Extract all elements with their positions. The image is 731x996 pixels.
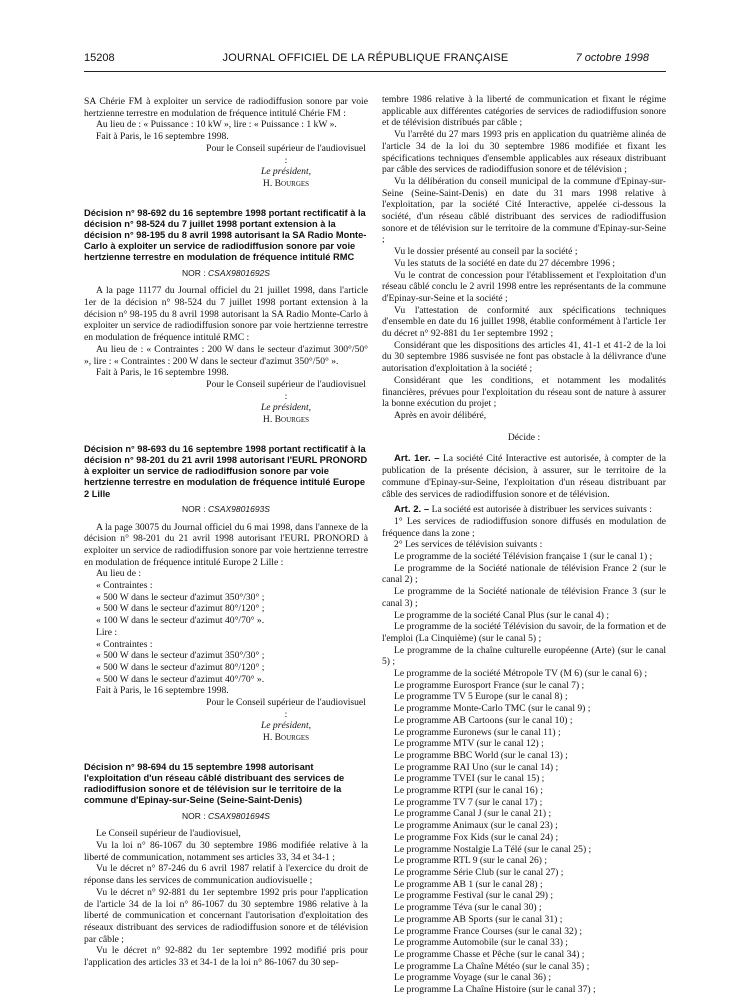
programme-item: Le programme de la chaîne culturelle européenne (Arte) (sur le canal 5) ; [382, 644, 666, 668]
nor-label: NOR : [182, 503, 206, 514]
right-p1: Vu l'arrêté du 27 mars 1993 pris en application du quatrième alinéa de l'article 34 de la loi du 30 septembre 1986 modifiée et fixant les spécifications techniques d'ensemble applicables aux réseaux distribuant par câble des services de radiodiffusion sonore et de télévision ; [382, 129, 666, 176]
constraint-line: « Contraintes : [96, 638, 153, 650]
article-2-label: Art. 2. – [394, 504, 430, 516]
right-p5: Vu le contrat de concession pour l'établissement et l'exploitation d'un réseau câblé conclu le 2 avril 1998 entre les représentants de la commune d'Epinay-sur-Seine et la société ; [382, 269, 666, 304]
decision-694-p1: Le Conseil supérieur de l'audiovisuel, [96, 828, 241, 840]
article-1-label: Art. 1er. – [394, 453, 440, 465]
decision-693-date: Fait à Paris, le 16 septembre 1998. [96, 685, 229, 697]
decision-694-p5: Vu le décret n° 92-882 du 1er septembre 1992 modifié pris pour l'application des articles 33 et 34-1 de la loi n° 86-1067 du 30 sep- [84, 945, 368, 969]
constraint-line: « 500 W dans le secteur d'azimut 80°/120° ; [96, 603, 265, 615]
lire-label: Lire : [96, 626, 118, 638]
intro-date: Fait à Paris, le 16 septembre 1998. [96, 131, 229, 143]
programme-item: Le programme de la société Canal Plus (sur le canal 4) ; [394, 609, 609, 621]
decision-692-correction: Au lieu de : « Contraintes : 200 W dans le secteur d'azimut 300°/50° », lire : « Contraintes : 200 W dans le secteur d'azimut 350°/50° ». [84, 343, 368, 367]
decision-692-date: Fait à Paris, le 16 septembre 1998. [96, 367, 229, 379]
right-p7: Considérant que les dispositions des articles 41, 41-1 et 41-2 de la loi du 30 septembre 1986 susvisée ne font pas obstacle à la délivrance d'une autorisation d'exploitation à la société ; [382, 339, 666, 375]
programme-item: Le programme Automobile (sur le canal 33) ; [394, 937, 568, 949]
programme-item: Le programme TVEI (sur le canal 15) ; [394, 773, 545, 785]
programme-item: Le programme de la société Télévision française 1 (sur le canal 1) ; [394, 551, 653, 563]
programme-item: Le programme Animaux (sur le canal 23) ; [394, 820, 558, 832]
page-number: 15208 [84, 52, 115, 64]
programme-item: Le programme de la Société nationale de télévision France 2 (sur le canal 2) ; [382, 562, 666, 586]
left-column [84, 96, 368, 969]
right-p8: Considérant que les conditions, et notamment les modalités financières, prévues pour l'exploitation du réseau sont de nature à assurer la bonne exécution du projet ; [382, 374, 666, 410]
decision-693-body: A la page 30075 du Journal officiel du 6 mai 1998, dans l'annexe de la décision n° 98-201 du 21 avril 1998 autorisant l'EURL PRONORD à exploiter un service de radiodiffusion sonore par voie hertzienne terrestre en modulation de fréquence intitulé Europe 2 Lille : [84, 521, 368, 568]
signature-line: Pour le Conseil supérieur de l'audiovisuel : [206, 697, 366, 720]
programme-item: Le programme La Chaîne Météo (sur le canal 35) ; [394, 960, 590, 972]
nor-label: NOR : [182, 810, 206, 821]
item-television: 2° Les services de télévision suivants : [394, 539, 543, 551]
journal-title: JOURNAL OFFICIEL DE LA RÉPUBLIQUE FRANÇAISE [222, 52, 509, 64]
right-p6: Vu l'attestation de conformité aux spécifications techniques d'ensemble en date du 16 juillet 1998, établie conformément à l'article 1er du décret n° 92-881 du 1er septembre 1992 ; [382, 304, 666, 340]
programme-item: Le programme La Chaîne Histoire (sur le canal 37) ; [394, 984, 596, 996]
decision-693-title: Décision n° 98-693 du 16 septembre 1998 portant rectificatif à la décision n° 98-201 du 21 avril 1998 autorisant l'EURL PRONORD à exploiter un service de radiodiffusion sonore par voie hertzienne terrestre en modulation de fréquence intitulé Europe 2 Lille [84, 443, 368, 499]
right-p0: tembre 1986 relative à la liberté de communication et fixant le régime applicable aux différentes catégories de services de radiodiffusion sonore et de télévision distribués par câble ; [382, 94, 666, 129]
constraint-line: « 100 W dans le secteur d'azimut 40°/70° ». [96, 615, 265, 627]
signature-title: Le président, [260, 720, 312, 732]
programme-item: Le programme BBC World (sur le canal 13) ; [394, 749, 568, 761]
header-rule [84, 71, 666, 72]
publication-date: 7 octobre 1998 [575, 52, 649, 64]
constraint-line: « Contraintes : [96, 580, 153, 592]
nor-code: CSAX9801693S [208, 503, 270, 514]
programme-list [382, 551, 666, 996]
programme-item: Le programme RTPI (sur le canal 16) ; [394, 785, 543, 797]
constraint-line: « 500 W dans le secteur d'azimut 40°/70° ». [96, 673, 265, 685]
intro-paragraph: SA Chérie FM à exploiter un service de radiodiffusion sonore par voie hertzienne terrestre en modulation de fréquence intitulé Chérie FM : [84, 96, 368, 119]
programme-item: Le programme France Courses (sur le canal 32) ; [394, 925, 583, 937]
decision-693-nor [84, 504, 368, 516]
page-header [0, 52, 731, 72]
programme-item: Le programme de la société Métropole TV (M 6) (sur le canal 6) ; [394, 668, 647, 680]
programme-item: Le programme Monte-Carlo TMC (sur le canal 9) ; [394, 703, 591, 715]
signature-title: Le président, [260, 166, 312, 178]
programme-item: Le programme AB 1 (sur le canal 28) ; [394, 878, 543, 890]
programme-item: Le programme Série Club (sur le canal 27) ; [394, 867, 564, 878]
right-column [382, 94, 666, 996]
programme-item: Le programme de la société Télévision du savoir, de la formation et de l'emploi (La Cinquième) (sur le canal 5) ; [382, 621, 666, 644]
programme-item: Le programme Chasse et Pêche (sur le canal 34) ; [394, 948, 585, 960]
programme-item: Le programme Fox Kids (sur le canal 24) ; [394, 831, 559, 843]
decision-692-nor [84, 268, 368, 280]
programme-item: Le programme RAI Uno (sur le canal 14) ; [394, 761, 559, 773]
right-p9: Après en avoir délibéré, [394, 409, 487, 421]
programme-item: Le programme de la Société nationale de télévision France 3 (sur le canal 3) ; [382, 586, 666, 609]
decision-694-title: Décision n° 98-694 du 15 septembre 1998 autorisant l'exploitation d'un réseau câblé distribuant des services de radiodiffusion sonore et de télévision sur le territoire de la commune d'Epinay-sur-Seine (Seine-Saint-Denis) [84, 761, 345, 806]
nor-code: CSAX9801694S [208, 810, 270, 821]
programme-item: Le programme MTV (sur le canal 12) ; [394, 738, 544, 750]
programme-item: Le programme Téva (sur le canal 30) ; [394, 902, 542, 914]
item-radio: 1° Les services de radiodiffusion sonore diffusés en modulation de fréquence dans la zone ; [382, 515, 666, 539]
signature-name: H. Bourges [262, 732, 310, 744]
right-p3: Vu le dossier présenté au conseil par la société ; [394, 246, 578, 258]
article-2-text: La société est autorisée à distribuer les services suivants : [431, 504, 652, 516]
signature-name: H. Bourges [262, 177, 310, 189]
article-1-text: La société Cité Interactive est autorisée, à compter de la publication de la présente décision, à assurer, sur le territoire de la commune d'Epinay-sur-Seine, l'exploitation d'un réseau distribuant par câble des services de radiodiffusion sonore et de télévision. [382, 453, 666, 500]
decision-694-p4: Vu le décret n° 92-881 du 1er septembre 1992 pris pour l'application de l'article 34 de la loi n° 86-1067 du 30 septembre 1986 relative à la liberté de communication et concernant l'autorisation d'exploitation des réseaux distribuant des services de radiodiffusion sonore et de télévision par câble ; [84, 886, 368, 945]
signature-name: H. Bourges [262, 414, 310, 426]
decision-692-title: Décision n° 98-692 du 16 septembre 1998 portant rectificatif à la décision n° 98-524 du 7 juillet 1998 portant extension à la décision n° 98-195 du 8 avril 1998 autorisant la SA Radio Monte-Carlo à exploiter un service de radiodiffusion sonore par voie hertzienne terrestre en modulation de fréquence intitulé RMC [84, 207, 367, 263]
right-p2: Vu la délibération du conseil municipal de la commune d'Epinay-sur-Seine (Seine-Saint-Denis) en date du 31 mars 1998 relative à l'exploitation, par la société Cité Interactive, appelée ci-dessous la société, d'un réseau câblé distribuant des services de radiodiffusion sonore et de télévision sur le territoire de la commune d'Epinay-sur-Seine ; [382, 175, 666, 246]
programme-item: Le programme Euronews (sur le canal 11) ; [394, 726, 561, 738]
programme-item: Le programme Canal J (sur le canal 21) ; [394, 808, 552, 820]
programme-item: Le programme TV 7 (sur le canal 17) ; [394, 796, 543, 808]
nor-code: CSAX9801692S [208, 267, 270, 278]
constraint-line: « 500 W dans le secteur d'azimut 350°/30° ; [96, 650, 265, 662]
signature-line: Pour le Conseil supérieur de l'audiovisuel : [206, 378, 366, 402]
decision-694-p2: Vu la loi n° 86-1067 du 30 septembre 1986 modifiée relative à la liberté de communication, notamment ses articles 33, 34 et 34-1 ; [84, 840, 368, 863]
article-1 [382, 453, 666, 500]
signature-line: Pour le Conseil supérieur de l'audiovisuel : [206, 142, 366, 166]
decide-heading: Décide : [507, 431, 541, 443]
programme-item: Le programme Voyage (sur le canal 36) ; [394, 972, 552, 984]
programme-item: Le programme Eurosport France (sur le canal 7) ; [394, 679, 585, 691]
programme-item: Le programme AB Cartoons (sur le canal 10) ; [394, 714, 573, 726]
signature-title: Le président, [260, 402, 312, 414]
constraint-line: « 500 W dans le secteur d'azimut 350°/30° ; [96, 591, 265, 603]
programme-item: Le programme TV 5 Europe (sur le canal 8) ; [394, 691, 568, 703]
decision-692-body: A la page 11177 du Journal officiel du 21 juillet 1998, dans l'article 1er de la décision n° 98-524 du 7 juillet 1998 portant extension à la décision n° 98-195 du 8 avril 1998 autorisant la SA Radio Monte-Carlo à exploiter un service de radiodiffusion sonore par voie hertzienne terrestre en modulation de fréquence intitulé RMC : [84, 285, 368, 344]
programme-item: Le programme RTL 9 (sur le canal 26) ; [394, 855, 548, 867]
programme-item: Le programme Nostalgie La Télé (sur le canal 25) ; [394, 843, 592, 855]
programme-item: Le programme AB Sports (sur le canal 31) ; [394, 913, 563, 925]
programme-item: Le programme Festival (sur le canal 29) ; [394, 890, 554, 902]
right-p4: Vu les statuts de la société en date du 27 décembre 1996 ; [394, 257, 616, 269]
decision-694-nor [84, 811, 368, 823]
decision-694-p3: Vu le décret n° 87-246 du 6 avril 1987 relatif à l'exercice du droit de réponse dans les services de communication audiovisuelle ; [84, 863, 368, 887]
constraint-line: « 500 W dans le secteur d'azimut 80°/120° ; [96, 661, 265, 673]
article-2 [382, 504, 666, 516]
nor-label: NOR : [182, 267, 206, 278]
intro-correction: Au lieu de : « Puissance : 10 kW », lire : « Puissance : 1 kW ». [96, 119, 337, 131]
au-lieu-label: Au lieu de : [96, 568, 142, 580]
